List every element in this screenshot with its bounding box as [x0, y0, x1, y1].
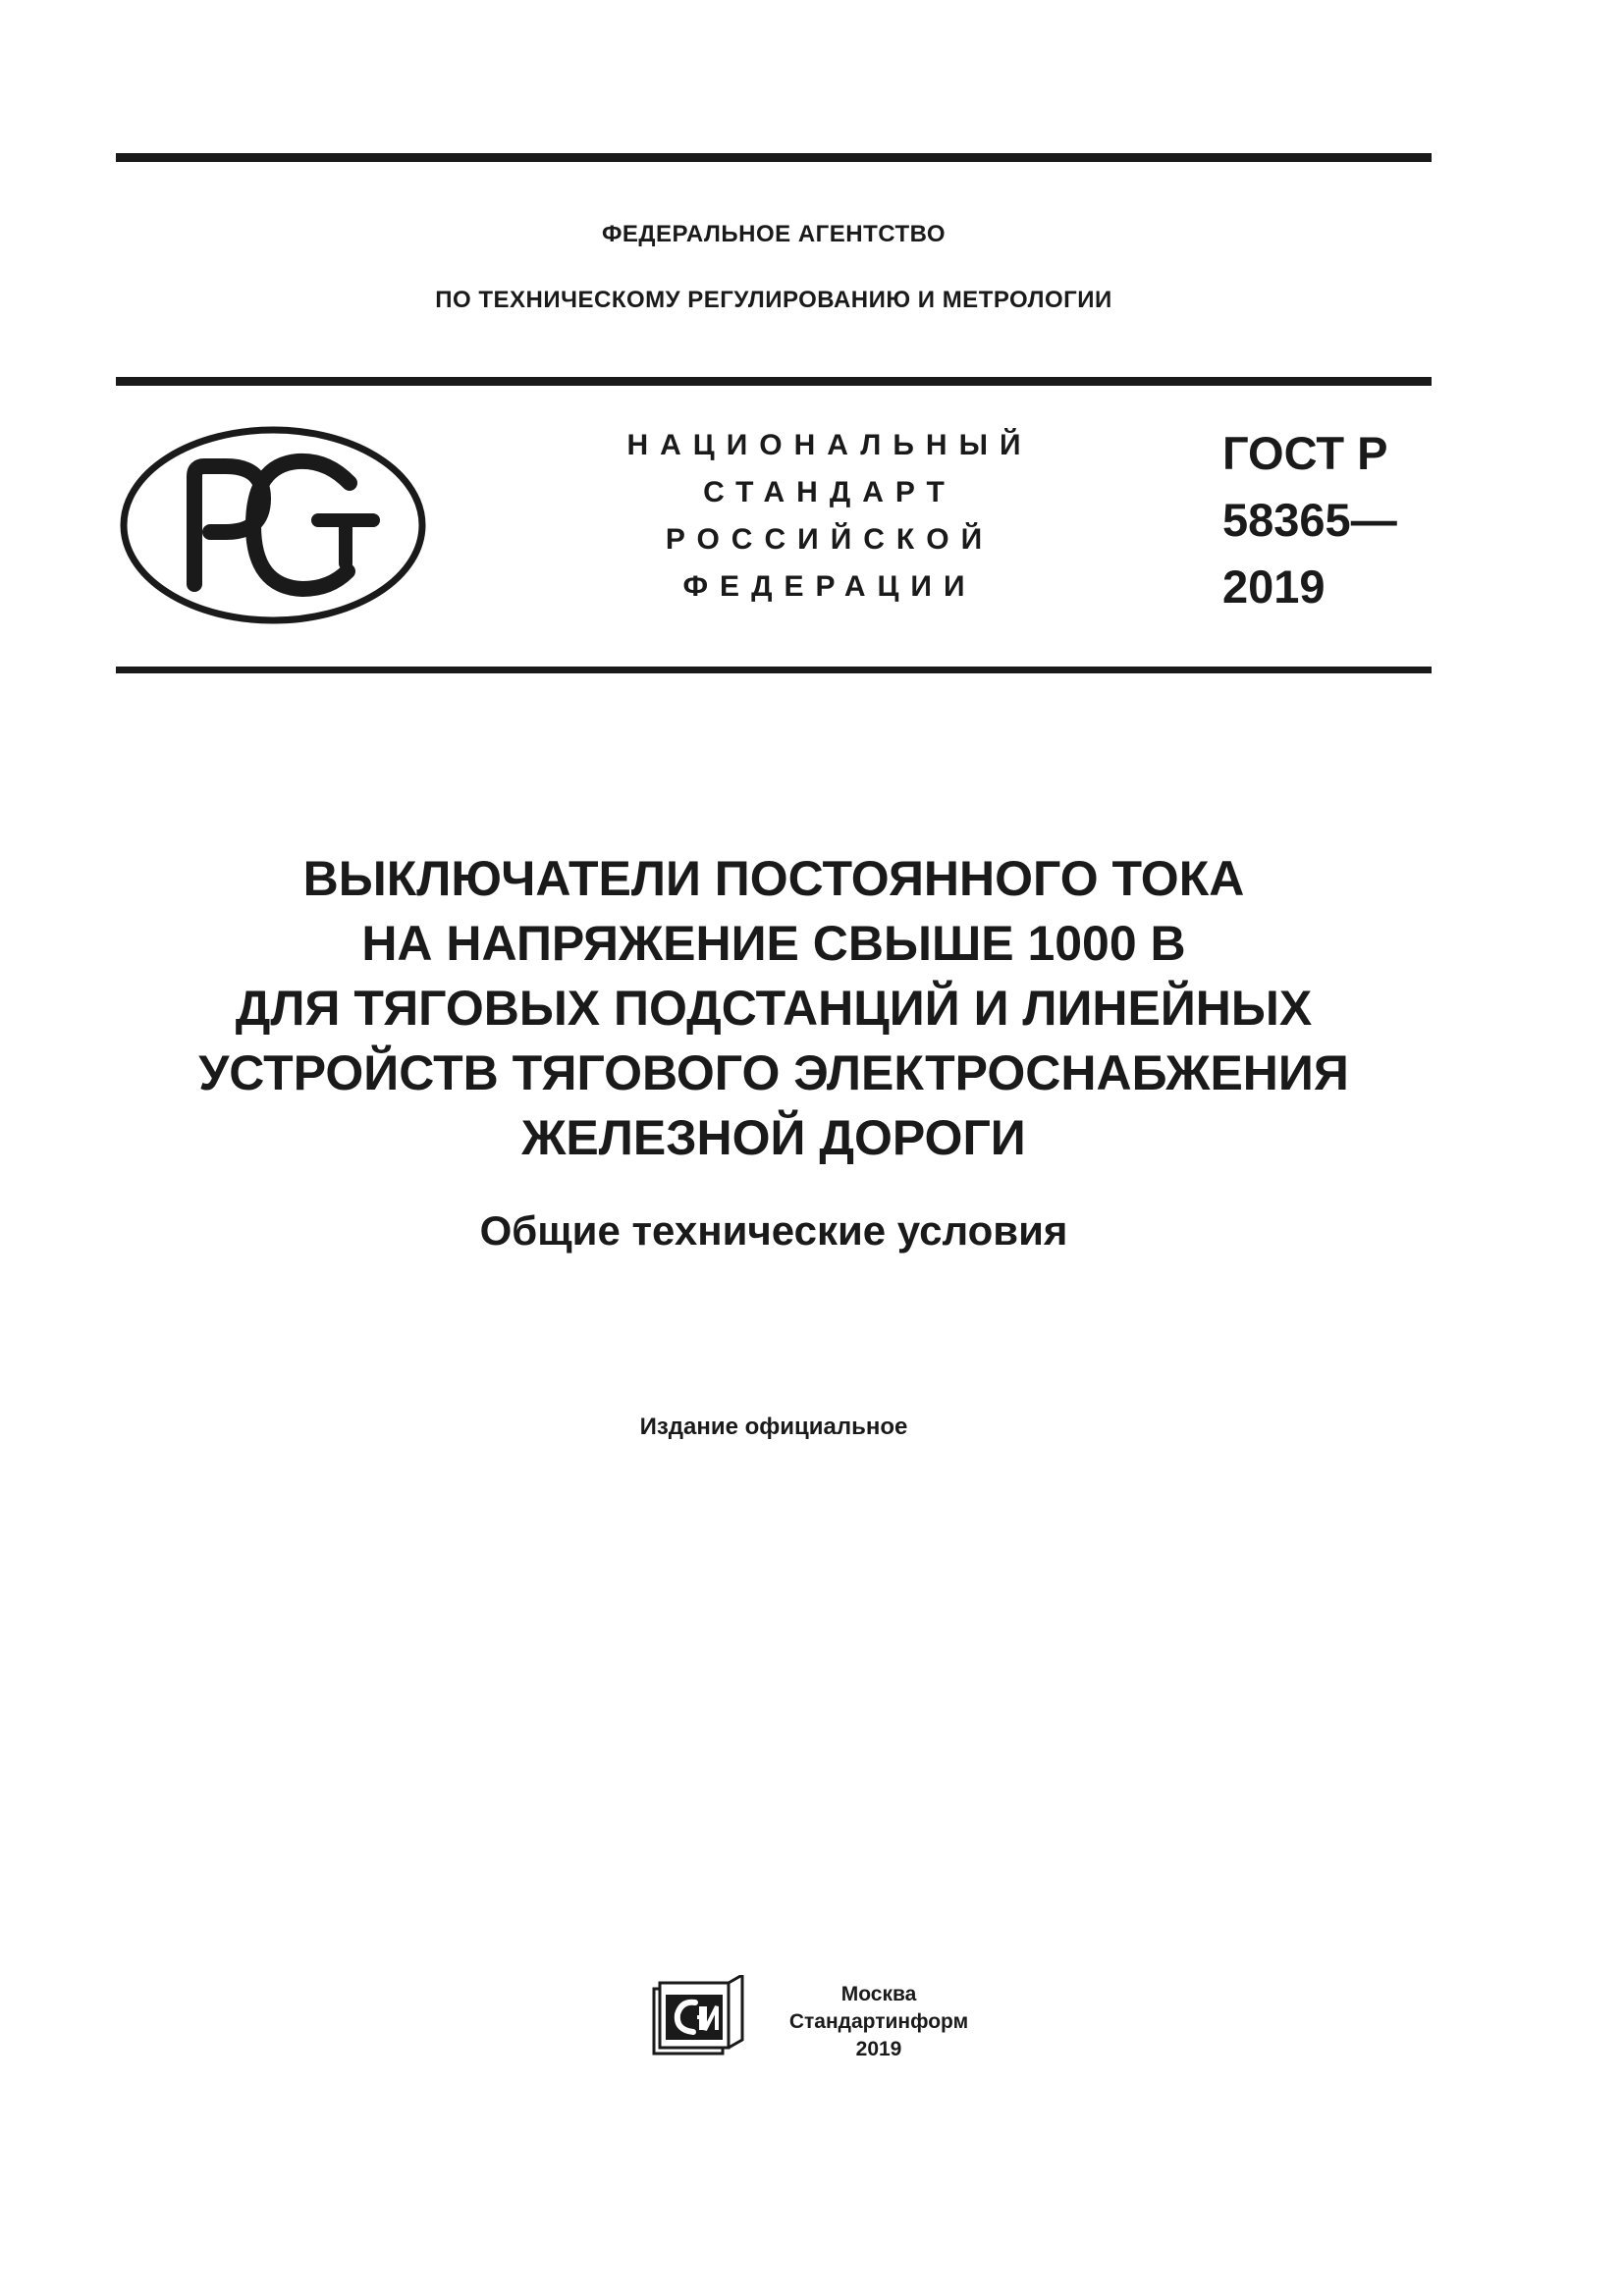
top-rule: [116, 153, 1432, 162]
edition-note: Издание официальное: [639, 1414, 908, 1440]
standard-type-block: [599, 422, 1060, 611]
agency-name-line-2: ПО ТЕХНИЧЕСКОМУ РЕГУЛИРОВАНИЮ И МЕТРОЛОГИИ: [435, 287, 1112, 313]
publisher-block: [766, 1981, 992, 2063]
publisher-name: Стандартинформ: [788, 2010, 969, 2033]
title-line: ДЛЯ ТЯГОВЫХ ПОДСТАНЦИЙ И ЛИНЕЙНЫХ: [235, 981, 1313, 1036]
bottom-header-rule: [116, 667, 1432, 673]
title-line: НА НАПРЯЖЕНИЕ СВЫШЕ 1000 В: [361, 916, 1186, 971]
middle-rule: [116, 377, 1432, 386]
title-line: ЖЕЛЕЗНОЙ ДОРОГИ: [521, 1110, 1026, 1165]
document-subtitle: Общие технические условия: [479, 1207, 1068, 1254]
standard-designation: [1222, 420, 1397, 620]
agency-name-line-1: ФЕДЕРАЛЬНОЕ АГЕНТСТВО: [601, 221, 947, 247]
title-line: ВЫКЛЮЧАТЕЛИ ПОСТОЯННОГО ТОКА: [302, 851, 1245, 906]
standard-type-line: НАЦИОНАЛЬНЫЙ: [626, 429, 1033, 461]
designation-line-1: ГОСТ Р: [1222, 427, 1388, 479]
publisher-city: Москва: [840, 1983, 917, 2005]
standard-type-line: СТАНДАРТ: [703, 476, 956, 508]
designation-line-2: 58365—: [1222, 494, 1397, 546]
designation-line-3: 2019: [1222, 561, 1326, 613]
publisher-year: 2019: [855, 2038, 902, 2060]
title-line: УСТРОЙСТВ ТЯГОВОГО ЭЛЕКТРОСНАБЖЕНИЯ: [198, 1045, 1349, 1100]
rst-certification-mark-icon: [116, 422, 430, 628]
document-title: [116, 846, 1432, 1170]
standard-type-line: РОССИЙСКОЙ: [665, 523, 995, 556]
standard-type-line: ФЕДЕРАЦИИ: [682, 570, 977, 603]
standartinform-logo-icon: [652, 1975, 746, 2059]
